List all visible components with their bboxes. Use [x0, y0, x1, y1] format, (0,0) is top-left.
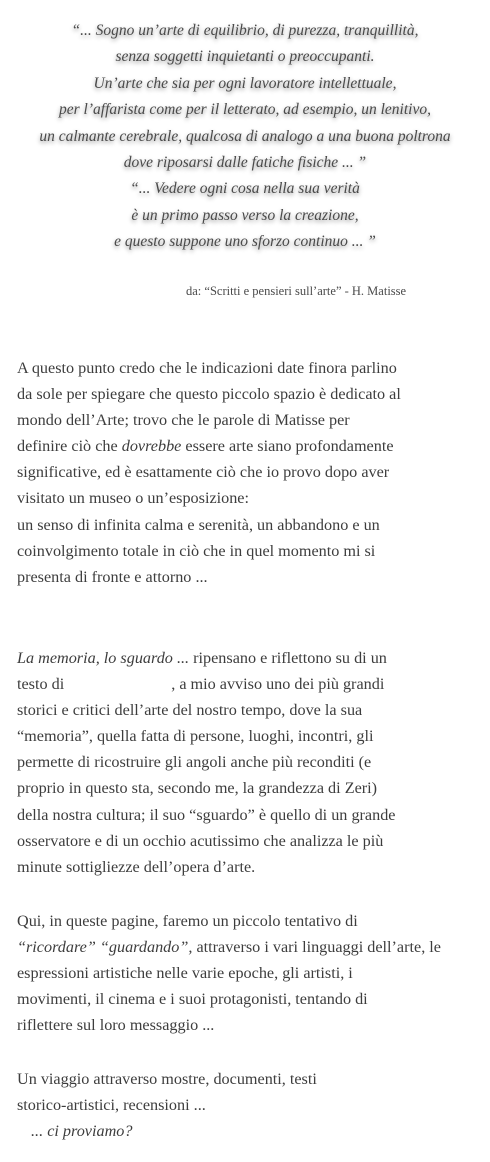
- text-span: ripensano e riflettono su di un: [189, 649, 387, 667]
- text-line: [17, 671, 477, 697]
- text-span: attraverso i vari linguaggi dell’arte, le: [192, 938, 441, 957]
- matisse-quote: [0, 18, 490, 256]
- text-line: coinvolgimento totale in ciò che in quel momento mi si: [17, 541, 376, 560]
- text-line: storico-artistici, recensioni ...: [17, 1096, 206, 1115]
- text-span: definire ciò che: [17, 437, 122, 456]
- text-span: testo di: [17, 675, 65, 694]
- text-line: espressioni artistiche nelle varie epoche, gli artisti, i: [17, 964, 353, 983]
- text-line: significative, ed è esattamente ciò che io provo dopo aver: [17, 463, 390, 482]
- text-line: movimenti, il cinema e i suoi protagonisti, tentando di: [17, 990, 368, 1009]
- text-line: presenta di fronte e attorno ...: [17, 567, 208, 586]
- text-line: [17, 934, 477, 960]
- paragraph-closing: [17, 1066, 477, 1144]
- text-line: proprio in questo sta, secondo me, la grandezza di Zeri): [17, 779, 378, 798]
- quote-line: e questo suppone uno sforzo continuo ... ”: [114, 233, 376, 251]
- quote-citation: da: “Scritti e pensieri sull’arte” - H. Matisse: [186, 284, 407, 298]
- text-span: , a mio avviso uno dei più grandi: [171, 675, 385, 694]
- emphasis-dovrebbe: dovrebbe: [121, 437, 182, 456]
- text-line: permette di ricostruire gli angoli anche più reconditi (e: [17, 753, 372, 772]
- quote-line: dove riposarsi dalle fatiche fisiche ... ”: [123, 154, 367, 172]
- text-line: A questo punto credo che le indicazioni date finora parlino: [17, 359, 397, 377]
- quote-line: un calmante cerebrale, qualcosa di analogo a una buona poltrona: [39, 127, 451, 145]
- text-line: storici e critici dell’arte del nostro tempo, dove la sua: [17, 701, 363, 720]
- quote-line: senza soggetti inquietanti o preoccupanti.: [115, 48, 375, 66]
- text-line: [17, 1118, 477, 1144]
- text-line: [17, 433, 477, 459]
- quote-line: “... Vedere ogni cosa nella sua verità: [130, 180, 360, 198]
- text-line: mondo dell’Arte; trovo che le parole di Matisse per: [17, 411, 350, 430]
- text-line: minute sottigliezze dell’opera d’arte.: [17, 857, 256, 876]
- text-line: della nostra cultura; il suo “sguardo” è quello di un grande: [17, 805, 396, 824]
- text-line: “memoria”, quella fatta di persone, luoghi, incontri, gli: [17, 727, 374, 746]
- text-line: un senso di infinita calma e serenità, un abbandono e un: [17, 515, 380, 534]
- text-line: Qui, in queste pagine, faremo un piccolo tentativo di: [17, 912, 358, 930]
- quote-line: per l’affarista come per il letterato, ad esempio, un lenitivo,: [59, 101, 431, 119]
- quote-line: è un primo passo verso la creazione,: [131, 206, 359, 224]
- text-span: essere arte siano profondamente: [181, 437, 394, 456]
- quote-line: Un’arte che sia per ogni lavoratore intellettuale,: [93, 74, 397, 92]
- paragraph-intro: [17, 355, 477, 590]
- quote-line: “... Sogno un’arte di equilibrio, di purezza, tranquillità,: [71, 22, 419, 39]
- text-line: da sole per spiegare che questo piccolo spazio è dedicato al: [17, 385, 401, 404]
- paragraph-plan: [17, 908, 477, 1038]
- emphasis-ricordare: “ricordare” “guardando”,: [17, 938, 193, 957]
- text-line: riflettere sul loro messaggio ...: [17, 1016, 215, 1035]
- text-line: visitato un museo o un’esposizione:: [17, 489, 249, 508]
- paragraph-memoria: [17, 645, 477, 880]
- text-line: Un viaggio attraverso mostre, documenti, testi: [17, 1070, 317, 1088]
- text-line: osservatore e di un occhio acutissimo che analizza le più: [17, 831, 384, 850]
- text-line: [17, 645, 477, 671]
- emphasis-title: La memoria, lo sguardo ...: [17, 649, 190, 667]
- emphasis-ci-proviamo: ... ci proviamo?: [31, 1122, 133, 1141]
